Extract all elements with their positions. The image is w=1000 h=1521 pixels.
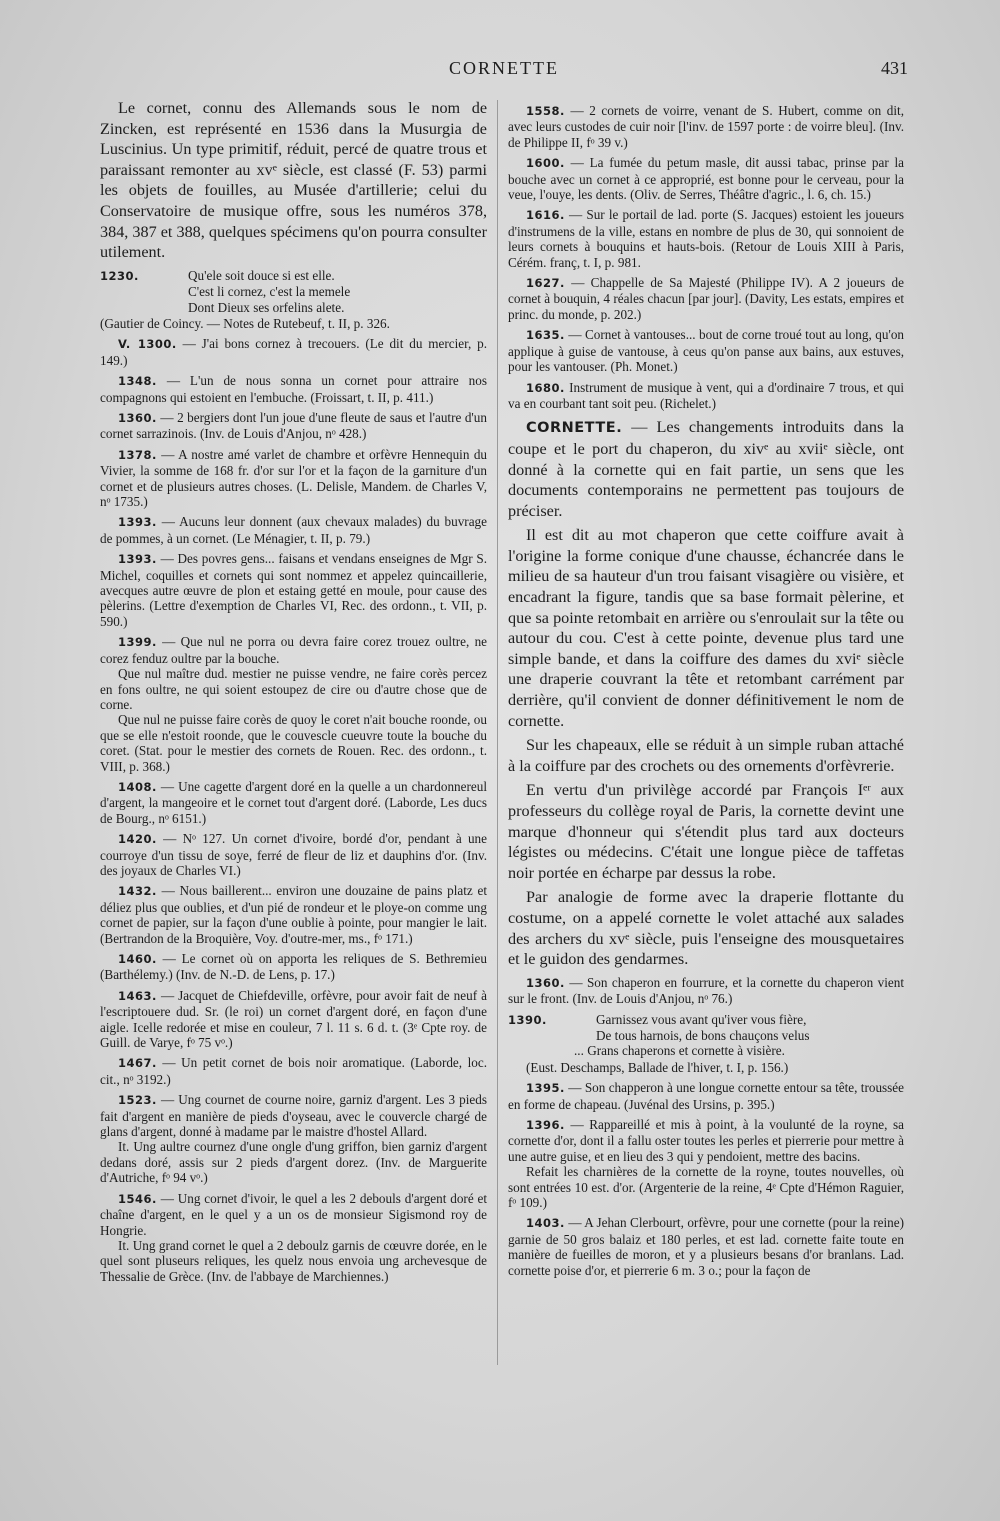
running-header	[100, 56, 908, 88]
entry-year: 1390.	[508, 1012, 547, 1027]
entry-text: — Son chaperon en fourrure, et la cornette du chaperon vient sur le front. (Inv. de Louis d'Anjou, nᵒ 76.)	[508, 974, 904, 1007]
entry-year: 1616.	[526, 208, 565, 223]
dated-entry	[100, 883, 487, 946]
dated-entry	[100, 951, 487, 983]
dated-entry	[100, 447, 487, 510]
entry-year: 1396.	[526, 1118, 565, 1132]
entry-text: — Ung cornet d'ivoir, le quel a les 2 debouls d'argent doré et chaîne d'argent, en le quel y a un os de monsieur Sigismond roy de Hongrie.	[100, 1190, 487, 1238]
verse-quotation	[508, 1012, 904, 1059]
verse-line: Garnissez vous avant qu'iver vous fière,	[596, 1011, 807, 1027]
entry-text: — Nᵒ 127. Un cornet d'ivoire, bordé d'or, pendant à une courroye d'un tissu de soye, ferré de fleur de liz et dauphins d'or. (Inv. des joyaux de Charles VI.)	[100, 831, 487, 878]
dated-entry	[100, 514, 487, 546]
left-entries	[100, 336, 487, 1284]
verse-line: De tous harnois, de bons chauçons velus	[596, 1027, 810, 1043]
entry-year: 1360.	[526, 975, 565, 990]
dated-entry	[508, 327, 904, 374]
dated-entry	[508, 1215, 904, 1278]
article-paragraph: Par analogie de forme avec la draperie flottante du costume, on a appelé cornette le volet attaché aux salades des archers du xvᵉ siècle, puis l'enseigne des mousquetaires et le guidon des gendarmes.	[508, 888, 904, 969]
entry-year: 1395.	[526, 1081, 565, 1096]
entry-text: — J'ai bons cornez à trecouers. (Le dit du mercier, p. 149.)	[100, 336, 487, 368]
dated-entry	[100, 410, 487, 442]
verse-citation: (Eust. Deschamps, Ballade de l'hiver, t. I, p. 156.)	[526, 1059, 789, 1075]
entry-text: — Le cornet où on apporta les reliques de S. Bethremieu (Barthélemy.) (Inv. de N.-D. de Lens, p. 17.)	[100, 951, 487, 983]
entry-continuation	[100, 1238, 487, 1284]
entry-year: 1408.	[118, 779, 157, 794]
article-paragraph: Il est dit au mot chaperon que cette coiffure avait à l'origine la forme conique d'une chausse, échancrée dans le milieu de sa hauteur d'un trou faisant visagière ou visière, et encadrant la figure, tandis que sa base formait pèlerine, et que sa pointe retombait en arrière ou s'enroulait sur la tête ou autour du cou. C'est à cette pointe, devenue plus tard une simple bande, et dans la coiffure des dames du xviᵉ siècle une draperie couvrant la tête et retombant carrément par derrière, qu'il convient de donner définitivement le nom de cornette.	[508, 526, 904, 730]
verse-line: Dont Dieux ses orfelins alete.	[188, 299, 345, 315]
dated-entry	[508, 1080, 904, 1112]
entry-year: 1558.	[526, 104, 565, 118]
right-entries-bottom	[508, 1080, 904, 1278]
entry-text: — Ung cournet de courne noire, garniz d'argent. Les 3 pieds fait d'argent en manière de pieds d'oyseau, avec le couvercle chargé de glans d'argent, donné à madame par le maistre d'hostel Allard.	[100, 1092, 487, 1140]
entry-text: — Des povres gens... faisans et vendans enseignes de Mgr S. Michel, coquilles et cornets qui sont nommez et appelez quincaillerie, avecques autre œuvre de plon et estaing getté en moule, pour cause des pèlerins. (Lettre d'exemption de Charles VI, Rec. des ordonn., t. VII, p. 590.)	[100, 551, 487, 629]
article-paragraph: CORNETTE. — Les changements introduits dans la coupe et le port du chaperon, du xivᵉ au xviiᵉ siècle, ont donné à la cornette qui en fait partie, un sens que les documents contemporains ne permettent pas toujours de préciser.	[508, 418, 904, 520]
entry-year: 1635.	[526, 328, 565, 343]
entry-year: 1600.	[526, 156, 565, 171]
entry-text: Que nul maître dud. mestier ne puisse vendre, ne faire corès percez en fons oultre, ne qui soient estoupez de cire ou d'autre chose que de corne.	[100, 666, 487, 712]
entry-year: 1378.	[118, 447, 157, 462]
entry-year: 1680.	[526, 380, 565, 395]
entry-text: — 2 bergiers dont l'un joue d'une fleute de saus et l'autre d'un cornet sarrazinois. (Inv. de Louis d'Anjou, nᵒ 428.)	[100, 410, 487, 442]
verse-line: Qu'ele soit douce si est elle.	[188, 267, 335, 283]
entry-text: — L'un de nous sonna un cornet pour attraire nos compagnons qui estoient en l'embuche. (Froissart, t. II, p. 411.)	[100, 373, 487, 405]
entry-text: It. Ung aultre cournez d'une ongle d'ung griffon, bien garniz d'argent dedans doré, assis sur 2 pieds d'argent dorez. (Inv. de Marguerite d'Autriche, fᵒ 94 vᵒ.)	[100, 1139, 487, 1186]
verse-line: ... Grans chaperons et cornette à visière.	[574, 1043, 785, 1059]
intro-paragraph: Le cornet, connu des Allemands sous le nom de Zincken, est représenté en 1536 dans la Musurgia de Luscinius. Un type primitif, réduit, percé de quatre trous et paraissant remonter au xvᵉ siècle, est classé (F. 53) parmi les objets de fouilles, au Musée d'artillerie; celui du Conservatoire de musique offre, sous les numéros 378, 384, 387 et 388, quelques spécimens qu'on pourra consulter utilement.	[100, 99, 487, 262]
entry-year: 1403.	[526, 1216, 565, 1231]
entry-text: — Chappelle de Sa Majesté (Philippe IV). A 2 joueurs de cornet à bouquin, 4 réales chacun [par jour]. (Davity, Les estats, empires et princ. du monde, p. 202.)	[508, 275, 904, 322]
dated-entry	[508, 275, 904, 322]
entry-text: It. Ung grand cornet le quel a 2 deboulz garnis de cœuvre dorée, en le quel sont pluseurs reliques, les quelz nous envoia ung archevesque de Thessalie de Grèce. (Inv. de l'abbaye de Marchiennes.)	[100, 1237, 487, 1284]
dated-entry	[100, 779, 487, 826]
entry-text: Que nul ne puisse faire corès de quoy le coret n'ait bouche roonde, ou que se elle n'estoit roonde, que le couvescle cueuvre toute la bouche du coret. (Stat. pour le mestier des cornets de Rouen. Rec. des ordonn., t. VIII, p. 368.)	[100, 712, 487, 774]
right-entries-top	[508, 103, 904, 411]
dated-entry	[100, 551, 487, 629]
dated-entry	[100, 1191, 487, 1238]
verse-citation: (Gautier de Coincy. — Notes de Rutebeuf, t. II, p. 326.	[100, 315, 390, 331]
dated-entry	[508, 975, 904, 1007]
dated-entry	[100, 988, 487, 1051]
entry-text: — Une cagette d'argent doré en la quelle a un chardonnereul d'argent, la mangeoire et le cornet tout d'argent doré. (Laborde, Les ducs de Bourg., nᵒ 6151.)	[100, 778, 487, 826]
entry-text: — A Jehan Clerbourt, orfèvre, pour une cornette (pour la reine) garnie de 50 gros balaiz et 180 perles, et est lad. cornette faite toute en manière de fueilles de moron, et y a plusieurs besans d'or branlans. Lad. cornette poise d'or, et pierrerie 6 m. 3 o.; pour la façon de	[508, 1215, 904, 1278]
entry-year: 1467.	[118, 1056, 157, 1071]
entry-year: 1393.	[118, 515, 157, 530]
entry-year: 1393.	[118, 552, 157, 567]
entry-text: — Rappareillé et mis à point, à la voulunté de la royne, sa cornette d'or, dont il a fallu oster toutes les perles et pierrerie pour mettre à une autre guise, et en lieu des 3 qui y pendoient, mettre des bacins.	[508, 1117, 904, 1164]
entry-year: 1399.	[118, 635, 157, 650]
entry-text: — Nous baillerent... environ une douzaine de pains platz et déliez plus que oublies, et d'un pié de rondeur et le ploye-on comme ung cornet de papier, sur la façon d'une oublie à pointe, pour mangier le lait. (Bertrandon de la Broquière, Voy. d'outre-mer, ms., fᵒ 171.)	[100, 883, 487, 946]
entry-text: — Son chapperon à une longue cornette entour sa tête, troussée en forme de chapeau. (Juvénal des Ursins, p. 395.)	[508, 1080, 904, 1112]
dated-entry	[100, 1055, 487, 1087]
dated-entry	[508, 380, 904, 412]
left-column	[100, 98, 487, 1368]
entry-year: 1463.	[118, 988, 157, 1003]
entry-text: — Un petit cornet de bois noir aromatique. (Laborde, loc. cit., nᵒ 3192.)	[100, 1055, 487, 1087]
entry-text: — A nostre amé varlet de chambre et orfèvre Hennequin du Vivier, la somme de 168 fr. d'or sur l'or et la façon de la garniture d'un cornet et de plusieurs autres choses. (L. Delisle, Mandem. de Charles V, nᵒ 1735.)	[100, 446, 487, 510]
entry-text: Instrument de musique à vent, qui a d'ordinaire 7 trous, et qui va en courbant tant soit peu. (Richelet.)	[508, 379, 904, 411]
entry-continuation	[508, 1164, 904, 1210]
entry-text: — Cornet à vantouses... bout de corne troué tout au long, qu'on applique à guise de vantouse, à ceus qu'on panse aux bains, aux estuves, pour les vantouser. (Ph. Monet.)	[508, 327, 904, 375]
entry-continuation	[100, 1139, 487, 1185]
entry-continuation	[100, 666, 487, 712]
dated-entry	[100, 634, 487, 666]
article-paragraph: En vertu d'un privilège accordé par François Iᵉʳ aux professeurs du collège royal de Paris, la cornette devint une marque d'honneur qui s'étendit plus tard aux docteurs légistes ou médecins. C'était une longue pièce de taffetas noir portée en écharpe par dessus la robe.	[508, 781, 904, 882]
entry-text: — Aucuns leur donnent (aux chevaux malades) du buvrage de pommes, à un cornet. (Le Ménagier, t. II, p. 79.)	[100, 514, 487, 546]
dated-entry	[508, 207, 904, 270]
verse-line: C'est li cornez, c'est la memele	[188, 284, 351, 300]
entry-year: 1230.	[100, 268, 139, 283]
verse-quotation	[100, 268, 487, 315]
entry-text: — Sur le portail de lad. porte (S. Jacques) estoient les joueurs d'instrumens de la ville, estans en nombre de plus de 30, qui sonnoient de leurs cornets à bouquins et hauts-bois. (Retour de Louis XIII à Paris, Cérém. franç, t. I, p. 981.	[508, 207, 904, 270]
entry-year: 1523.	[118, 1093, 157, 1108]
entry-year: 1432.	[118, 884, 157, 899]
entry-year: 1460.	[118, 952, 157, 966]
entry-text: — 2 cornets de voirre, venant de S. Hubert, comme on dit, avec leurs custodes de cuir noir [l'inv. de 1597 porte : de voirre bleu]. (Inv. de Philippe II, fᵒ 39 v.)	[508, 103, 904, 150]
dated-entry	[100, 336, 487, 368]
entry-text: — Jacquet de Chiefdeville, orfèvre, pour avoir fait de neuf à l'escriptouere dud. Sr. (le roi) un cornet d'argent doré, en façon d'une aigle. Icelle redorée et mise en couleur, 7 l. 11 s. 6 d. t. (3ᵉ Cpte roy. de Guill. de Varye, fᵒ 75 vᵒ.)	[100, 987, 487, 1051]
dated-entry	[100, 831, 487, 878]
running-title: CORNETTE	[449, 58, 559, 78]
entry-text: — La fumée du petum masle, dit aussi tabac, prinse par la bouche avec un cornet à ce approprié, est bonne pour le cerveau, pour la veue, l'ouye, les dents. (Oliv. de Serres, Théâtre d'agric., l. 6, ch. 15.)	[508, 155, 904, 203]
entry-year: 1360.	[118, 411, 157, 425]
dated-entry	[508, 1117, 904, 1164]
column-divider	[497, 100, 498, 1365]
entry-year: 1348.	[118, 374, 157, 389]
entry-continuation	[100, 712, 487, 774]
page-number: 431	[881, 58, 908, 78]
article-paragraph: Sur les chapeaux, elle se réduit à un simple ruban attaché à la coiffure par des crochets ou des ornements d'orfèvrerie.	[508, 736, 904, 775]
entry-year: 1420.	[118, 832, 157, 847]
entry-year: V. 1300.	[118, 337, 177, 352]
dated-entry	[100, 373, 487, 405]
entry-year: 1627.	[526, 276, 565, 291]
right-column	[508, 98, 904, 1373]
entry-year: 1546.	[118, 1191, 157, 1206]
dated-entry	[508, 155, 904, 202]
entry-text: — Que nul ne porra ou devra faire corez trouez oultre, ne corez fenduz oultre par la bouche.	[100, 634, 487, 666]
dated-entry	[100, 1092, 487, 1139]
article-headword: CORNETTE.	[526, 420, 623, 437]
entry-text: Refait les charnières de la cornette de la royne, toutes nouvelles, où sont entrées 10 est. d'or. (Argenterie de la reine, 4ᵉ Cpte d'Hémon Raguier, fᵒ 109.)	[508, 1164, 904, 1211]
dated-entry	[508, 103, 904, 150]
